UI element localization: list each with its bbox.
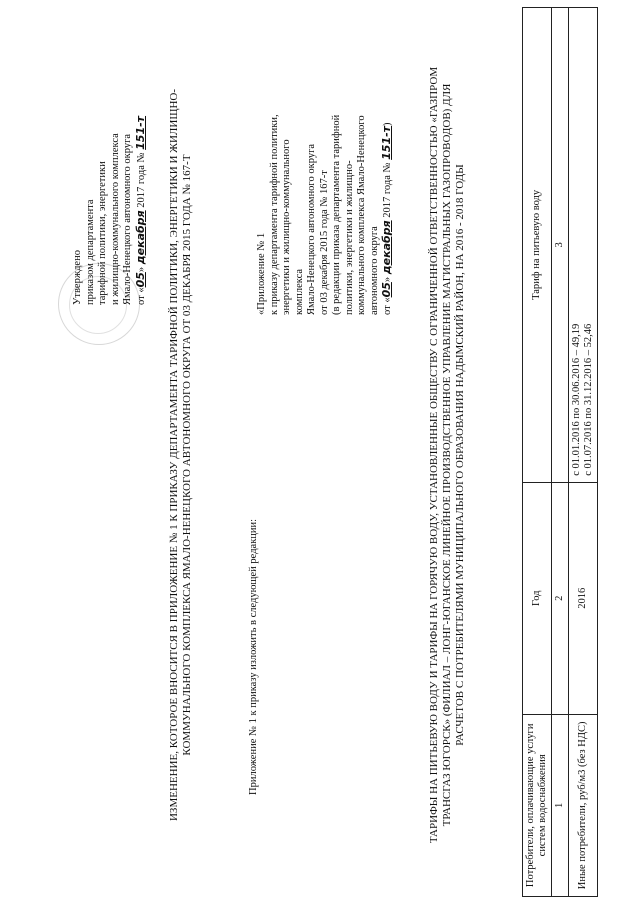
date-day-handwritten: 05 — [380, 282, 393, 298]
header-consumers: Потребители, оплачивающие услуги систем водоснабжения — [523, 714, 552, 896]
column-number: 1 — [552, 714, 569, 896]
appendix-line: к приказу департамента тарифной политики, — [268, 114, 280, 315]
tariff-line: с 01.01.2016 по 30.06.2016 – 49,19 — [571, 323, 582, 476]
approval-line: тарифной политики, энергетики — [97, 161, 108, 305]
tariff-cell — [569, 8, 598, 483]
appendix-line: автономного округа — [368, 226, 380, 315]
date-prefix: от « — [135, 287, 147, 305]
appendix-line: комплекса — [293, 268, 305, 315]
date-year: 2017 года № — [135, 152, 147, 208]
header-year: Год — [523, 482, 552, 714]
table-header-row — [523, 8, 552, 897]
appendix-line: (в редакции приказа департамента тарифной — [331, 114, 342, 315]
date-suffix: ) — [382, 122, 393, 126]
date-month-handwritten: декабря — [133, 210, 147, 265]
column-number: 3 — [552, 8, 569, 483]
table-number-row — [552, 8, 569, 897]
date-mid: » — [382, 276, 393, 283]
approval-line: приказом департамента — [84, 199, 96, 305]
appendix-line: Ямало-Ненецкого автономного округа — [306, 143, 317, 315]
table-row — [569, 8, 598, 897]
appendix-line: «Приложение № 1 — [256, 232, 267, 315]
amendment-text: Приложение № 1 к приказу изложить в следующей редакции: — [248, 518, 259, 795]
consumer-cell: Иные потребители, руб/м3 (без НДС) — [569, 714, 598, 896]
approval-line: и жилищно-коммунального комплекса — [109, 133, 121, 305]
appendix-line: политики, энергетики и жилищно- — [343, 160, 355, 315]
date-month-handwritten: декабря — [380, 220, 393, 275]
approval-line: Утверждено — [72, 250, 83, 305]
tariff-line: с 01.07.2016 по 31.12.2016 – 52,46 — [583, 323, 594, 476]
tariffs-table — [522, 7, 598, 897]
tariffs-title: ТАРИФЫ НА ПИТЬЕВУЮ ВОДУ И ТАРИФЫ НА ГОРЯЧУЮ ВОДУ, УСТАНОВЛЕННЫЕ ОБЩЕСТВУ С ОГРАНИЧЕННОЙ ОТВЕТСТВЕННОСТЬЮ «ГАЗПРОМ ТРАНСГАЗ ЮГОРСК» (ФИЛИАЛ – ЛОНГ-ЮГАНСКОЕ ЛИНЕЙНОЕ ПРОИЗВОДСТВЕННОЕ УПРАВЛЕНИЕ МАГИСТРАЛЬНЫХ ГАЗОПРОВОДОВ) ДЛЯ РАСЧЕТОВ С ПОТРЕБИТЕЛЯМИ МУНИЦИПАЛЬНОГО ОБРАЗОВАНИЯ НАДЫМСКИЙ РАЙОН, НА 2016 - 2018 ГОДЫ — [428, 66, 466, 844]
change-title: ИЗМЕНЕНИЕ, КОТОРОЕ ВНОСИТСЯ В ПРИЛОЖЕНИЕ № 1 К ПРИКАЗУ ДЕПАРТАМЕНТА ТАРИФНОЙ ПОЛИТИКИ, ЭНЕРГЕТИКИ И ЖИЛИЩНО-КОММУНАЛЬНОГО КОМПЛЕКСА ЯМАЛО-НЕНЕЦКОГО АВТОНОМНОГО ОКРУГА ОТ 03 ДЕКАБРЯ 2015 ГОДА № 167-Т — [168, 89, 193, 822]
column-number: 2 — [552, 482, 569, 714]
header-tariff: Тариф на питьевую воду — [523, 8, 552, 483]
appendix-line: энергетики и жилищно-коммунального — [281, 139, 292, 315]
appendix-line: коммунального комплекса Ямало-Ненецкого — [356, 115, 367, 315]
appendix-line: от 03 декабря 2015 года № 167-т — [318, 170, 330, 315]
date-prefix: от « — [382, 297, 393, 315]
date-mid: » — [135, 266, 147, 273]
order-number-handwritten: 151-т — [380, 125, 393, 160]
appendix-date-line — [381, 85, 395, 315]
approval-date-line — [135, 75, 149, 305]
appendix-block — [256, 85, 395, 315]
date-year: 2017 года № — [382, 162, 393, 218]
approval-block — [72, 75, 148, 305]
approval-line: Ямало-Ненецкого автономного округа — [122, 133, 133, 305]
year-cell: 2016 — [569, 482, 598, 714]
order-number-handwritten: 151-т — [133, 115, 147, 150]
date-day-handwritten: 05 — [133, 272, 147, 288]
